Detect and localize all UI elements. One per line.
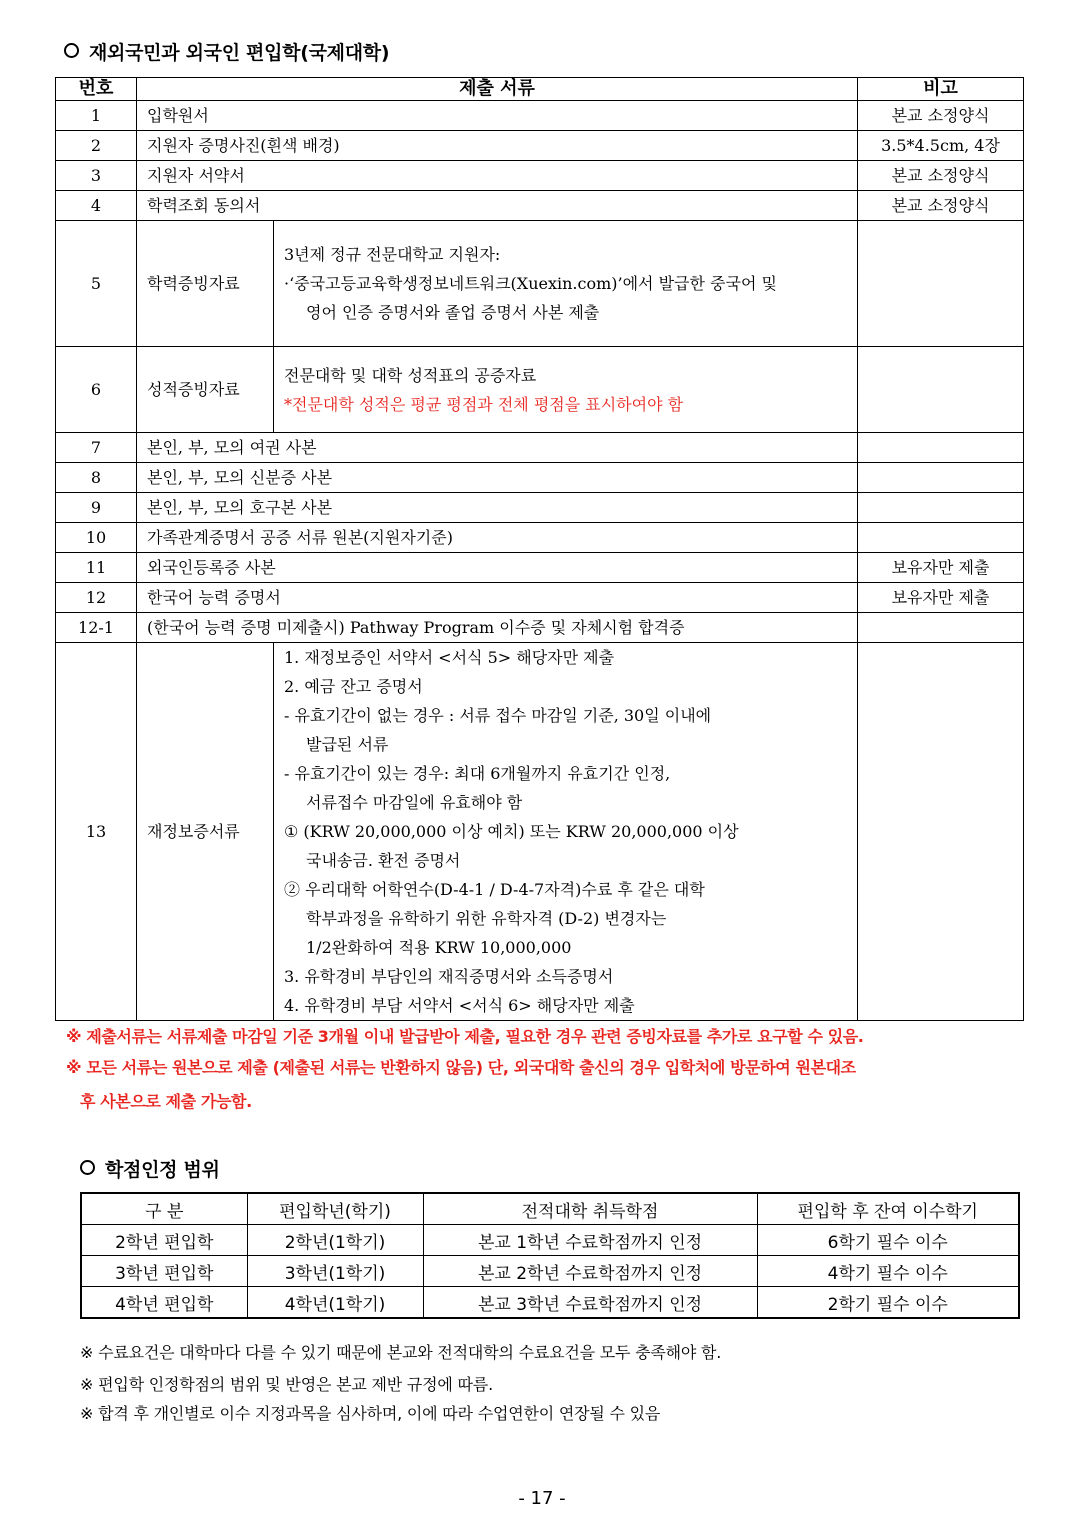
table-row bbox=[56, 613, 1024, 643]
footnote: ※ 합격 후 개인별로 이수 지정과목을 심사하며, 이에 따라 수업연한이 연장될 수 있음 bbox=[80, 1404, 661, 1423]
header-no: 번호 bbox=[56, 78, 137, 101]
table-row bbox=[56, 553, 1024, 583]
row-no: 5 bbox=[56, 221, 137, 347]
row-note bbox=[858, 433, 1024, 463]
detail-line: 1/2완화하여 적용 KRW 10,000,000 bbox=[306, 938, 572, 957]
table-row bbox=[56, 493, 1024, 523]
cell: 3학년 편입학 bbox=[81, 1256, 247, 1287]
table-row bbox=[56, 191, 1024, 221]
table-row bbox=[56, 101, 1024, 131]
row-detail bbox=[274, 347, 858, 433]
detail-line: 3년제 정규 전문대학교 지원자: bbox=[284, 245, 501, 264]
detail-line: 2. 예금 잔고 증명서 bbox=[284, 677, 423, 696]
section-title-transfer-admission: 재외국민과 외국인 편입학(국제대학) bbox=[64, 38, 389, 65]
row-doc: 본인, 부, 모의 여권 사본 bbox=[137, 433, 858, 463]
table-row-education-proof bbox=[56, 221, 1024, 347]
warning-note: ※ 모든 서류는 원본으로 제출 (제출된 서류는 반환하지 않음) 단, 외국대학 출신의 경우 입학처에 방문하여 원본대조 bbox=[66, 1058, 856, 1077]
footnote: ※ 편입학 인정학점의 범위 및 반영은 본교 제반 규정에 따름. bbox=[80, 1375, 493, 1394]
table-row bbox=[56, 433, 1024, 463]
row-note bbox=[858, 221, 1024, 347]
detail-line: ② 우리대학 어학연수(D-4-1 / D-4-7자격)수료 후 같은 대학 bbox=[284, 880, 705, 899]
cell: 본교 2학년 수료학점까지 인정 bbox=[423, 1256, 757, 1287]
cell: 2학년(1학기) bbox=[247, 1225, 423, 1256]
cell: 2학년 편입학 bbox=[81, 1225, 247, 1256]
header-prior-credits: 전적대학 취득학점 bbox=[423, 1193, 757, 1225]
header-category: 구 분 bbox=[81, 1193, 247, 1225]
footnote: ※ 수료요건은 대학마다 다를 수 있기 때문에 본교와 전적대학의 수료요건을 모두 충족해야 함. bbox=[80, 1343, 722, 1362]
table-row bbox=[81, 1256, 1019, 1287]
table-row bbox=[56, 463, 1024, 493]
detail-line: ① (KRW 20,000,000 이상 예치) 또는 KRW 20,000,000 이상 bbox=[284, 822, 739, 841]
row-note bbox=[858, 493, 1024, 523]
row-detail bbox=[274, 643, 858, 1021]
detail-line: 서류접수 마감일에 유효해야 함 bbox=[306, 793, 523, 812]
row-no: 10 bbox=[56, 523, 137, 553]
row-note bbox=[858, 463, 1024, 493]
circle-bullet-icon bbox=[80, 1160, 95, 1175]
row-doc: 학력조회 동의서 bbox=[137, 191, 858, 221]
row-no: 6 bbox=[56, 347, 137, 433]
cell: 6학기 필수 이수 bbox=[757, 1225, 1019, 1256]
row-no: 12 bbox=[56, 583, 137, 613]
cell: 4학년 편입학 bbox=[81, 1287, 247, 1319]
section-title-credit-recognition: 학점인정 범위 bbox=[80, 1155, 220, 1182]
row-no: 2 bbox=[56, 131, 137, 161]
row-note: 본교 소정양식 bbox=[858, 101, 1024, 131]
table-row-financial-docs bbox=[56, 643, 1024, 1021]
header-remaining-semesters: 편입학 후 잔여 이수학기 bbox=[757, 1193, 1019, 1225]
table-row bbox=[56, 583, 1024, 613]
warning-note: ※ 제출서류는 서류제출 마감일 기준 3개월 이내 발급받아 제출, 필요한 경우 관련 증빙자료를 추가로 요구할 수 있음. bbox=[66, 1027, 864, 1046]
row-category: 성적증빙자료 bbox=[137, 347, 274, 433]
row-no: 13 bbox=[56, 643, 137, 1021]
row-note bbox=[858, 643, 1024, 1021]
row-note: 본교 소정양식 bbox=[858, 191, 1024, 221]
row-no: 4 bbox=[56, 191, 137, 221]
row-doc: (한국어 능력 증명 미제출시) Pathway Program 이수증 및 자체시험 합격증 bbox=[137, 613, 858, 643]
detail-line: 3. 유학경비 부담인의 재직증명서와 소득증명서 bbox=[284, 967, 614, 986]
row-no: 7 bbox=[56, 433, 137, 463]
detail-line: 국내송금. 환전 증명서 bbox=[306, 851, 461, 870]
row-note: 보유자만 제출 bbox=[858, 583, 1024, 613]
page-number: - 17 - bbox=[518, 1488, 566, 1509]
detail-line: - 유효기간이 없는 경우 : 서류 접수 마감일 기준, 30일 이내에 bbox=[284, 706, 712, 725]
table-row-grade-proof bbox=[56, 347, 1024, 433]
detail-line-red: *전문대학 성적은 평균 평점과 전체 평점을 표시하여야 함 bbox=[284, 394, 684, 414]
detail-line: 1. 재정보증인 서약서 <서식 5> 해당자만 제출 bbox=[284, 648, 615, 667]
table-header-row bbox=[56, 78, 1024, 101]
detail-line: 전문대학 및 대학 성적표의 공증자료 bbox=[284, 365, 537, 385]
row-doc: 가족관계증명서 공증 서류 원본(지원자기준) bbox=[137, 523, 858, 553]
row-note bbox=[858, 347, 1024, 433]
table-row bbox=[56, 131, 1024, 161]
row-detail bbox=[274, 221, 858, 347]
row-note bbox=[858, 523, 1024, 553]
row-doc: 입학원서 bbox=[137, 101, 858, 131]
row-category: 재정보증서류 bbox=[137, 643, 274, 1021]
row-no: 12-1 bbox=[56, 613, 137, 643]
row-category: 학력증빙자료 bbox=[137, 221, 274, 347]
row-no: 11 bbox=[56, 553, 137, 583]
detail-line: 발급된 서류 bbox=[306, 735, 389, 754]
detail-line: 영어 인증 증명서와 졸업 증명서 사본 제출 bbox=[306, 303, 600, 322]
circle-bullet-icon bbox=[64, 43, 79, 58]
row-no: 9 bbox=[56, 493, 137, 523]
detail-line: - 유효기간이 있는 경우: 최대 6개월까지 유효기간 인정, bbox=[284, 764, 671, 783]
table-row bbox=[56, 161, 1024, 191]
cell: 4학기 필수 이수 bbox=[757, 1256, 1019, 1287]
cell: 본교 3학년 수료학점까지 인정 bbox=[423, 1287, 757, 1319]
cell: 3학년(1학기) bbox=[247, 1256, 423, 1287]
cell: 2학기 필수 이수 bbox=[757, 1287, 1019, 1319]
credit-recognition-table bbox=[80, 1192, 1020, 1319]
header-transfer-year: 편입학년(학기) bbox=[247, 1193, 423, 1225]
cell: 본교 1학년 수료학점까지 인정 bbox=[423, 1225, 757, 1256]
table-header-row bbox=[81, 1193, 1019, 1225]
table-row bbox=[56, 523, 1024, 553]
row-no: 1 bbox=[56, 101, 137, 131]
table-row bbox=[81, 1287, 1019, 1319]
row-doc: 지원자 서약서 bbox=[137, 161, 858, 191]
row-note bbox=[858, 613, 1024, 643]
row-doc: 본인, 부, 모의 호구본 사본 bbox=[137, 493, 858, 523]
row-no: 8 bbox=[56, 463, 137, 493]
warning-note-continued: 후 사본으로 제출 가능함. bbox=[80, 1092, 252, 1111]
row-note: 보유자만 제출 bbox=[858, 553, 1024, 583]
detail-line: ·‘중국고등교육학생정보네트워크(Xuexin.com)’에서 발급한 중국어 및 bbox=[284, 274, 777, 293]
header-docs: 제출 서류 bbox=[137, 78, 858, 101]
row-doc: 외국인등록증 사본 bbox=[137, 553, 858, 583]
row-no: 3 bbox=[56, 161, 137, 191]
row-doc: 본인, 부, 모의 신분증 사본 bbox=[137, 463, 858, 493]
row-doc: 한국어 능력 증명서 bbox=[137, 583, 858, 613]
cell: 4학년(1학기) bbox=[247, 1287, 423, 1319]
table-row bbox=[81, 1225, 1019, 1256]
row-note: 3.5*4.5cm, 4장 bbox=[858, 131, 1024, 161]
required-documents-table bbox=[55, 77, 1024, 1021]
detail-line: 4. 유학경비 부담 서약서 <서식 6> 해당자만 제출 bbox=[284, 996, 635, 1015]
detail-line: 학부과정을 유학하기 위한 유학자격 (D-2) 변경자는 bbox=[306, 909, 667, 928]
row-note: 본교 소정양식 bbox=[858, 161, 1024, 191]
row-doc: 지원자 증명사진(흰색 배경) bbox=[137, 131, 858, 161]
header-note: 비고 bbox=[858, 78, 1024, 101]
